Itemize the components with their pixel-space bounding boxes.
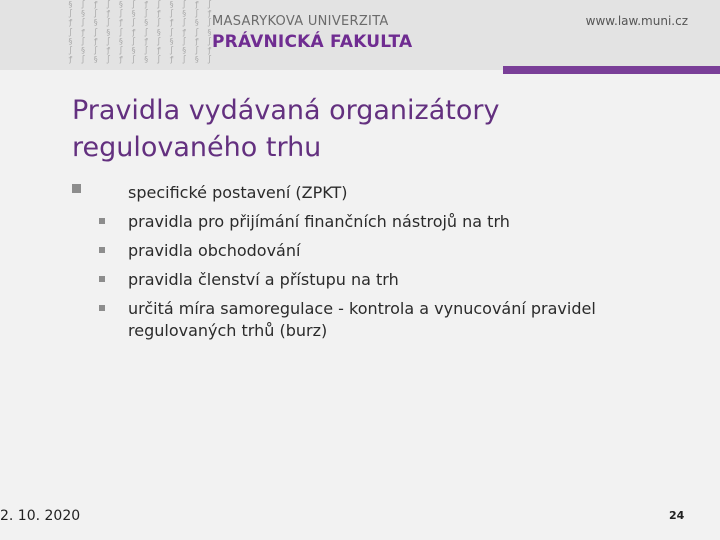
sub-point-text: pravidla obchodování [128,241,301,260]
sub-point-text: určitá míra samoregulace - kontrola a vynucování pravidel [128,299,596,318]
slide-title-line-1: Pravidla vydávaná organizátory [72,95,500,126]
accent-bar [503,66,720,74]
sub-point-continuation [128,318,688,343]
slide-title-line-2: regulovaného trhu [72,132,322,163]
university-name: MASARYKOVA UNIVERZITA [212,14,389,29]
sub-point [128,265,688,294]
sub-bullet-icon [99,276,105,282]
main-point-text: specifické postavení (ZPKT) [128,183,348,202]
sub-point-text: pravidla pro přijímání finančních nástrojů na trh [128,212,510,231]
sub-bullet-icon [99,218,105,224]
sub-point-continuation-text: regulovaných trhů (burz) [128,321,328,340]
bullet-list [128,178,688,343]
sub-point [128,207,688,236]
footer-date: 2. 10. 2020 [0,508,81,524]
sub-bullet-icon [99,247,105,253]
header-bar [0,0,720,70]
sub-point [128,236,688,265]
slide-title [72,92,592,166]
page-number: 24 [669,509,685,522]
logo-pattern-icon: § ∫ ƒ ∫ § ∫ ƒ ∫ § ∫ ƒ ∫ ∫ § ∫ ƒ ∫ § ∫ ƒ ∫ § ∫ ƒ ƒ ∫ § ∫ ƒ ∫ § ∫ ƒ ∫ § ∫ ∫ ƒ ∫ § ∫ ƒ ∫ § ∫ ƒ ∫ § § ∫ ƒ ∫ § ∫ ƒ ∫ § ∫ ƒ ∫ ∫ § ∫ ƒ ∫ § ∫ ƒ ∫ § ∫ ƒ ƒ ∫ § ∫ ƒ ∫ § ∫ ƒ ∫ § ∫ [68,0,214,65]
main-point [128,178,688,207]
sub-point-text: pravidla členství a přístupu na trh [128,270,399,289]
main-bullet-icon [72,184,81,193]
sub-bullet-icon [99,305,105,311]
website-url: www.law.muni.cz [585,14,688,28]
faculty-name: PRÁVNICKÁ FAKULTA [212,32,413,52]
